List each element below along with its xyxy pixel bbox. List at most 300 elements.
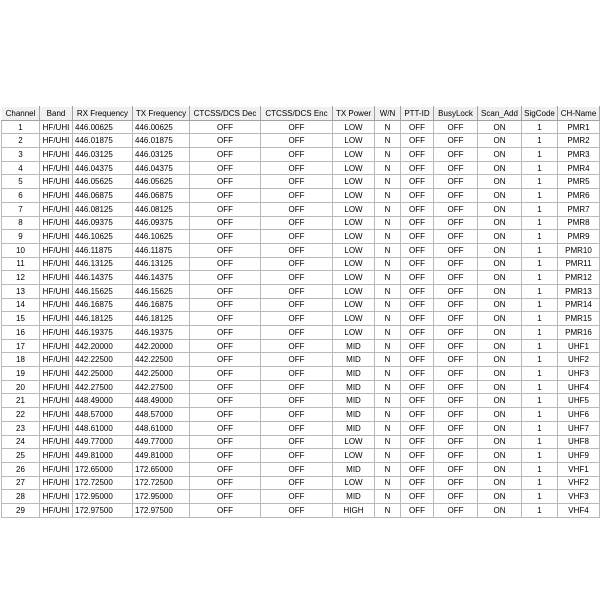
cell-sigcode[interactable]: 1	[522, 476, 558, 490]
cell-ctcss-dcs-dec[interactable]: OFF	[190, 503, 261, 517]
cell-tx-frequency[interactable]: 446.00625	[133, 120, 190, 134]
cell-channel[interactable]: 21	[2, 394, 40, 408]
column-header-band[interactable]: Band	[40, 107, 73, 121]
cell-sigcode[interactable]: 1	[522, 503, 558, 517]
cell-scan-add[interactable]: ON	[478, 148, 522, 162]
cell-ch-name[interactable]: PMR2	[558, 134, 600, 148]
cell-scan-add[interactable]: ON	[478, 284, 522, 298]
cell-sigcode[interactable]: 1	[522, 353, 558, 367]
cell-ptt-id[interactable]: OFF	[401, 449, 434, 463]
table-row[interactable]	[2, 353, 600, 367]
table-row[interactable]	[2, 284, 600, 298]
cell-rx-frequency[interactable]: 446.00625	[73, 120, 133, 134]
cell-rx-frequency[interactable]: 446.10625	[73, 230, 133, 244]
cell-ch-name[interactable]: PMR7	[558, 202, 600, 216]
cell-tx-frequency[interactable]: 446.14375	[133, 271, 190, 285]
cell-channel[interactable]: 29	[2, 503, 40, 517]
cell-rx-frequency[interactable]: 446.11875	[73, 243, 133, 257]
cell-channel[interactable]: 8	[2, 216, 40, 230]
column-header-ctcss-dcs-dec[interactable]: CTCSS/DCS Dec	[190, 107, 261, 121]
cell-band[interactable]: HF/UHI	[40, 339, 73, 353]
cell-sigcode[interactable]: 1	[522, 243, 558, 257]
cell-w-n[interactable]: N	[375, 175, 401, 189]
cell-rx-frequency[interactable]: 449.77000	[73, 435, 133, 449]
cell-w-n[interactable]: N	[375, 120, 401, 134]
cell-busylock[interactable]: OFF	[434, 490, 478, 504]
cell-ch-name[interactable]: PMR6	[558, 189, 600, 203]
cell-ctcss-dcs-enc[interactable]: OFF	[261, 435, 333, 449]
cell-ptt-id[interactable]: OFF	[401, 339, 434, 353]
cell-rx-frequency[interactable]: 172.72500	[73, 476, 133, 490]
cell-ctcss-dcs-enc[interactable]: OFF	[261, 230, 333, 244]
cell-sigcode[interactable]: 1	[522, 257, 558, 271]
cell-band[interactable]: HF/UHI	[40, 490, 73, 504]
cell-ctcss-dcs-dec[interactable]: OFF	[190, 339, 261, 353]
cell-sigcode[interactable]: 1	[522, 408, 558, 422]
cell-tx-power[interactable]: LOW	[333, 243, 375, 257]
cell-tx-power[interactable]: LOW	[333, 216, 375, 230]
cell-channel[interactable]: 3	[2, 148, 40, 162]
cell-ch-name[interactable]: UHF1	[558, 339, 600, 353]
cell-sigcode[interactable]: 1	[522, 435, 558, 449]
cell-tx-frequency[interactable]: 448.49000	[133, 394, 190, 408]
cell-ch-name[interactable]: UHF5	[558, 394, 600, 408]
cell-w-n[interactable]: N	[375, 243, 401, 257]
cell-ctcss-dcs-dec[interactable]: OFF	[190, 380, 261, 394]
cell-channel[interactable]: 18	[2, 353, 40, 367]
cell-scan-add[interactable]: ON	[478, 271, 522, 285]
cell-ch-name[interactable]: UHF4	[558, 380, 600, 394]
cell-channel[interactable]: 12	[2, 271, 40, 285]
cell-w-n[interactable]: N	[375, 189, 401, 203]
cell-tx-power[interactable]: MID	[333, 367, 375, 381]
cell-band[interactable]: HF/UHI	[40, 161, 73, 175]
cell-busylock[interactable]: OFF	[434, 503, 478, 517]
column-header-channel[interactable]: Channel	[2, 107, 40, 121]
cell-scan-add[interactable]: ON	[478, 503, 522, 517]
cell-scan-add[interactable]: ON	[478, 243, 522, 257]
cell-tx-power[interactable]: MID	[333, 421, 375, 435]
cell-tx-frequency[interactable]: 442.25000	[133, 367, 190, 381]
cell-tx-frequency[interactable]: 442.27500	[133, 380, 190, 394]
cell-scan-add[interactable]: ON	[478, 339, 522, 353]
cell-busylock[interactable]: OFF	[434, 161, 478, 175]
cell-rx-frequency[interactable]: 442.25000	[73, 367, 133, 381]
cell-busylock[interactable]: OFF	[434, 120, 478, 134]
cell-ctcss-dcs-dec[interactable]: OFF	[190, 462, 261, 476]
cell-tx-power[interactable]: LOW	[333, 161, 375, 175]
cell-tx-frequency[interactable]: 446.19375	[133, 326, 190, 340]
cell-channel[interactable]: 2	[2, 134, 40, 148]
cell-ctcss-dcs-enc[interactable]: OFF	[261, 490, 333, 504]
cell-w-n[interactable]: N	[375, 271, 401, 285]
cell-w-n[interactable]: N	[375, 490, 401, 504]
cell-ptt-id[interactable]: OFF	[401, 230, 434, 244]
cell-band[interactable]: HF/UHI	[40, 230, 73, 244]
cell-busylock[interactable]: OFF	[434, 175, 478, 189]
table-row[interactable]	[2, 216, 600, 230]
cell-ctcss-dcs-enc[interactable]: OFF	[261, 243, 333, 257]
cell-sigcode[interactable]: 1	[522, 367, 558, 381]
cell-ctcss-dcs-enc[interactable]: OFF	[261, 175, 333, 189]
table-row[interactable]	[2, 243, 600, 257]
cell-busylock[interactable]: OFF	[434, 243, 478, 257]
cell-ctcss-dcs-dec[interactable]: OFF	[190, 394, 261, 408]
cell-ch-name[interactable]: PMR10	[558, 243, 600, 257]
cell-ctcss-dcs-enc[interactable]: OFF	[261, 134, 333, 148]
cell-busylock[interactable]: OFF	[434, 312, 478, 326]
cell-tx-power[interactable]: LOW	[333, 189, 375, 203]
cell-ptt-id[interactable]: OFF	[401, 216, 434, 230]
cell-tx-frequency[interactable]: 446.05625	[133, 175, 190, 189]
cell-scan-add[interactable]: ON	[478, 367, 522, 381]
cell-scan-add[interactable]: ON	[478, 257, 522, 271]
cell-ctcss-dcs-enc[interactable]: OFF	[261, 202, 333, 216]
column-header-scan-add[interactable]: Scan_Add	[478, 107, 522, 121]
cell-tx-power[interactable]: LOW	[333, 120, 375, 134]
cell-sigcode[interactable]: 1	[522, 230, 558, 244]
table-row[interactable]	[2, 367, 600, 381]
cell-ctcss-dcs-dec[interactable]: OFF	[190, 243, 261, 257]
cell-ch-name[interactable]: PMR9	[558, 230, 600, 244]
cell-ch-name[interactable]: PMR16	[558, 326, 600, 340]
cell-rx-frequency[interactable]: 446.13125	[73, 257, 133, 271]
cell-ptt-id[interactable]: OFF	[401, 503, 434, 517]
cell-band[interactable]: HF/UHI	[40, 449, 73, 463]
cell-busylock[interactable]: OFF	[434, 148, 478, 162]
cell-tx-frequency[interactable]: 448.57000	[133, 408, 190, 422]
table-row[interactable]	[2, 435, 600, 449]
table-row[interactable]	[2, 312, 600, 326]
cell-tx-frequency[interactable]: 446.01875	[133, 134, 190, 148]
cell-ptt-id[interactable]: OFF	[401, 189, 434, 203]
cell-w-n[interactable]: N	[375, 326, 401, 340]
table-row[interactable]	[2, 476, 600, 490]
cell-tx-frequency[interactable]: 446.03125	[133, 148, 190, 162]
column-header-w-n[interactable]: W/N	[375, 107, 401, 121]
table-row[interactable]	[2, 408, 600, 422]
cell-ptt-id[interactable]: OFF	[401, 202, 434, 216]
column-header-sigcode[interactable]: SigCode	[522, 107, 558, 121]
table-row[interactable]	[2, 449, 600, 463]
cell-tx-power[interactable]: HIGH	[333, 503, 375, 517]
cell-w-n[interactable]: N	[375, 449, 401, 463]
cell-tx-power[interactable]: LOW	[333, 326, 375, 340]
cell-busylock[interactable]: OFF	[434, 380, 478, 394]
cell-band[interactable]: HF/UHI	[40, 257, 73, 271]
column-header-ptt-id[interactable]: PTT-ID	[401, 107, 434, 121]
cell-rx-frequency[interactable]: 442.22500	[73, 353, 133, 367]
cell-tx-power[interactable]: LOW	[333, 202, 375, 216]
cell-busylock[interactable]: OFF	[434, 189, 478, 203]
table-row[interactable]	[2, 175, 600, 189]
cell-ptt-id[interactable]: OFF	[401, 312, 434, 326]
cell-rx-frequency[interactable]: 446.14375	[73, 271, 133, 285]
cell-ctcss-dcs-dec[interactable]: OFF	[190, 230, 261, 244]
cell-w-n[interactable]: N	[375, 148, 401, 162]
cell-sigcode[interactable]: 1	[522, 202, 558, 216]
cell-ctcss-dcs-dec[interactable]: OFF	[190, 189, 261, 203]
cell-tx-power[interactable]: LOW	[333, 284, 375, 298]
cell-busylock[interactable]: OFF	[434, 476, 478, 490]
cell-ctcss-dcs-enc[interactable]: OFF	[261, 462, 333, 476]
table-row[interactable]	[2, 503, 600, 517]
table-row[interactable]	[2, 462, 600, 476]
cell-band[interactable]: HF/UHI	[40, 148, 73, 162]
cell-w-n[interactable]: N	[375, 216, 401, 230]
cell-sigcode[interactable]: 1	[522, 326, 558, 340]
cell-ptt-id[interactable]: OFF	[401, 490, 434, 504]
cell-scan-add[interactable]: ON	[478, 216, 522, 230]
cell-channel[interactable]: 5	[2, 175, 40, 189]
cell-channel[interactable]: 9	[2, 230, 40, 244]
cell-ch-name[interactable]: VHF3	[558, 490, 600, 504]
cell-busylock[interactable]: OFF	[434, 257, 478, 271]
cell-ch-name[interactable]: PMR15	[558, 312, 600, 326]
cell-ctcss-dcs-enc[interactable]: OFF	[261, 257, 333, 271]
cell-tx-frequency[interactable]: 446.04375	[133, 161, 190, 175]
cell-band[interactable]: HF/UHI	[40, 284, 73, 298]
cell-ctcss-dcs-enc[interactable]: OFF	[261, 298, 333, 312]
cell-ptt-id[interactable]: OFF	[401, 394, 434, 408]
cell-ctcss-dcs-enc[interactable]: OFF	[261, 394, 333, 408]
cell-ch-name[interactable]: PMR12	[558, 271, 600, 285]
cell-ctcss-dcs-dec[interactable]: OFF	[190, 120, 261, 134]
cell-tx-frequency[interactable]: 446.09375	[133, 216, 190, 230]
cell-busylock[interactable]: OFF	[434, 394, 478, 408]
cell-busylock[interactable]: OFF	[434, 339, 478, 353]
cell-w-n[interactable]: N	[375, 476, 401, 490]
cell-ch-name[interactable]: PMR1	[558, 120, 600, 134]
table-row[interactable]	[2, 230, 600, 244]
cell-w-n[interactable]: N	[375, 367, 401, 381]
cell-ch-name[interactable]: VHF4	[558, 503, 600, 517]
cell-ch-name[interactable]: UHF7	[558, 421, 600, 435]
cell-scan-add[interactable]: ON	[478, 298, 522, 312]
cell-w-n[interactable]: N	[375, 353, 401, 367]
cell-ctcss-dcs-enc[interactable]: OFF	[261, 408, 333, 422]
cell-ctcss-dcs-enc[interactable]: OFF	[261, 449, 333, 463]
cell-rx-frequency[interactable]: 448.49000	[73, 394, 133, 408]
cell-scan-add[interactable]: ON	[478, 462, 522, 476]
cell-scan-add[interactable]: ON	[478, 421, 522, 435]
cell-ctcss-dcs-dec[interactable]: OFF	[190, 134, 261, 148]
table-row[interactable]	[2, 271, 600, 285]
table-row[interactable]	[2, 161, 600, 175]
cell-sigcode[interactable]: 1	[522, 175, 558, 189]
cell-tx-power[interactable]: LOW	[333, 175, 375, 189]
column-header-rx-frequency[interactable]: RX Frequency	[73, 107, 133, 121]
cell-sigcode[interactable]: 1	[522, 490, 558, 504]
cell-scan-add[interactable]: ON	[478, 230, 522, 244]
cell-channel[interactable]: 13	[2, 284, 40, 298]
cell-ctcss-dcs-enc[interactable]: OFF	[261, 312, 333, 326]
cell-tx-power[interactable]: MID	[333, 490, 375, 504]
cell-channel[interactable]: 22	[2, 408, 40, 422]
cell-busylock[interactable]: OFF	[434, 421, 478, 435]
cell-channel[interactable]: 24	[2, 435, 40, 449]
cell-channel[interactable]: 11	[2, 257, 40, 271]
cell-rx-frequency[interactable]: 446.15625	[73, 284, 133, 298]
cell-ctcss-dcs-enc[interactable]: OFF	[261, 421, 333, 435]
cell-busylock[interactable]: OFF	[434, 408, 478, 422]
cell-rx-frequency[interactable]: 446.04375	[73, 161, 133, 175]
cell-ctcss-dcs-enc[interactable]: OFF	[261, 284, 333, 298]
cell-busylock[interactable]: OFF	[434, 202, 478, 216]
cell-ptt-id[interactable]: OFF	[401, 380, 434, 394]
cell-channel[interactable]: 1	[2, 120, 40, 134]
cell-ch-name[interactable]: PMR11	[558, 257, 600, 271]
table-row[interactable]	[2, 380, 600, 394]
cell-ch-name[interactable]: UHF3	[558, 367, 600, 381]
cell-tx-frequency[interactable]: 449.77000	[133, 435, 190, 449]
cell-sigcode[interactable]: 1	[522, 380, 558, 394]
cell-ctcss-dcs-dec[interactable]: OFF	[190, 449, 261, 463]
cell-rx-frequency[interactable]: 446.09375	[73, 216, 133, 230]
cell-tx-frequency[interactable]: 442.20000	[133, 339, 190, 353]
cell-tx-power[interactable]: LOW	[333, 476, 375, 490]
cell-ctcss-dcs-enc[interactable]: OFF	[261, 380, 333, 394]
cell-ctcss-dcs-dec[interactable]: OFF	[190, 367, 261, 381]
table-row[interactable]	[2, 257, 600, 271]
cell-ctcss-dcs-dec[interactable]: OFF	[190, 175, 261, 189]
cell-ctcss-dcs-dec[interactable]: OFF	[190, 202, 261, 216]
cell-rx-frequency[interactable]: 446.01875	[73, 134, 133, 148]
cell-ch-name[interactable]: VHF1	[558, 462, 600, 476]
cell-tx-frequency[interactable]: 446.16875	[133, 298, 190, 312]
cell-ch-name[interactable]: UHF6	[558, 408, 600, 422]
table-row[interactable]	[2, 394, 600, 408]
cell-ctcss-dcs-enc[interactable]: OFF	[261, 161, 333, 175]
cell-tx-frequency[interactable]: 446.18125	[133, 312, 190, 326]
cell-ch-name[interactable]: VHF2	[558, 476, 600, 490]
cell-band[interactable]: HF/UHI	[40, 353, 73, 367]
cell-w-n[interactable]: N	[375, 284, 401, 298]
cell-tx-power[interactable]: LOW	[333, 257, 375, 271]
cell-busylock[interactable]: OFF	[434, 326, 478, 340]
cell-ch-name[interactable]: UHF8	[558, 435, 600, 449]
cell-scan-add[interactable]: ON	[478, 326, 522, 340]
cell-ptt-id[interactable]: OFF	[401, 134, 434, 148]
cell-tx-frequency[interactable]: 172.72500	[133, 476, 190, 490]
cell-tx-frequency[interactable]: 446.11875	[133, 243, 190, 257]
cell-busylock[interactable]: OFF	[434, 230, 478, 244]
cell-rx-frequency[interactable]: 442.20000	[73, 339, 133, 353]
cell-ptt-id[interactable]: OFF	[401, 353, 434, 367]
cell-band[interactable]: HF/UHI	[40, 189, 73, 203]
cell-w-n[interactable]: N	[375, 462, 401, 476]
cell-sigcode[interactable]: 1	[522, 421, 558, 435]
cell-scan-add[interactable]: ON	[478, 312, 522, 326]
cell-ptt-id[interactable]: OFF	[401, 175, 434, 189]
cell-rx-frequency[interactable]: 446.08125	[73, 202, 133, 216]
cell-ctcss-dcs-dec[interactable]: OFF	[190, 353, 261, 367]
cell-ch-name[interactable]: PMR14	[558, 298, 600, 312]
cell-channel[interactable]: 19	[2, 367, 40, 381]
cell-ptt-id[interactable]: OFF	[401, 120, 434, 134]
cell-sigcode[interactable]: 1	[522, 462, 558, 476]
table-row[interactable]	[2, 421, 600, 435]
cell-channel[interactable]: 17	[2, 339, 40, 353]
cell-sigcode[interactable]: 1	[522, 148, 558, 162]
table-row[interactable]	[2, 120, 600, 134]
cell-ctcss-dcs-enc[interactable]: OFF	[261, 476, 333, 490]
cell-w-n[interactable]: N	[375, 134, 401, 148]
cell-w-n[interactable]: N	[375, 312, 401, 326]
cell-scan-add[interactable]: ON	[478, 161, 522, 175]
cell-scan-add[interactable]: ON	[478, 134, 522, 148]
cell-band[interactable]: HF/UHI	[40, 476, 73, 490]
cell-band[interactable]: HF/UHI	[40, 243, 73, 257]
table-row[interactable]	[2, 134, 600, 148]
cell-w-n[interactable]: N	[375, 161, 401, 175]
cell-band[interactable]: HF/UHI	[40, 120, 73, 134]
cell-channel[interactable]: 10	[2, 243, 40, 257]
cell-tx-power[interactable]: LOW	[333, 271, 375, 285]
cell-band[interactable]: HF/UHI	[40, 312, 73, 326]
cell-rx-frequency[interactable]: 172.65000	[73, 462, 133, 476]
cell-scan-add[interactable]: ON	[478, 435, 522, 449]
cell-ctcss-dcs-enc[interactable]: OFF	[261, 503, 333, 517]
cell-band[interactable]: HF/UHI	[40, 216, 73, 230]
cell-w-n[interactable]: N	[375, 257, 401, 271]
cell-band[interactable]: HF/UHI	[40, 202, 73, 216]
cell-ctcss-dcs-dec[interactable]: OFF	[190, 284, 261, 298]
cell-ctcss-dcs-dec[interactable]: OFF	[190, 216, 261, 230]
cell-ptt-id[interactable]: OFF	[401, 326, 434, 340]
cell-ch-name[interactable]: PMR8	[558, 216, 600, 230]
cell-channel[interactable]: 7	[2, 202, 40, 216]
cell-ctcss-dcs-enc[interactable]: OFF	[261, 339, 333, 353]
cell-w-n[interactable]: N	[375, 298, 401, 312]
cell-tx-power[interactable]: LOW	[333, 435, 375, 449]
cell-channel[interactable]: 28	[2, 490, 40, 504]
column-header-busylock[interactable]: BusyLock	[434, 107, 478, 121]
cell-ptt-id[interactable]: OFF	[401, 271, 434, 285]
cell-ch-name[interactable]: PMR4	[558, 161, 600, 175]
cell-scan-add[interactable]: ON	[478, 175, 522, 189]
table-row[interactable]	[2, 490, 600, 504]
cell-band[interactable]: HF/UHI	[40, 435, 73, 449]
cell-ctcss-dcs-dec[interactable]: OFF	[190, 271, 261, 285]
cell-ctcss-dcs-dec[interactable]: OFF	[190, 326, 261, 340]
cell-tx-power[interactable]: LOW	[333, 312, 375, 326]
cell-channel[interactable]: 4	[2, 161, 40, 175]
cell-ptt-id[interactable]: OFF	[401, 408, 434, 422]
cell-scan-add[interactable]: ON	[478, 189, 522, 203]
cell-ctcss-dcs-dec[interactable]: OFF	[190, 421, 261, 435]
table-row[interactable]	[2, 148, 600, 162]
cell-ctcss-dcs-dec[interactable]: OFF	[190, 408, 261, 422]
cell-scan-add[interactable]: ON	[478, 476, 522, 490]
table-row[interactable]	[2, 202, 600, 216]
cell-w-n[interactable]: N	[375, 230, 401, 244]
cell-channel[interactable]: 15	[2, 312, 40, 326]
cell-ctcss-dcs-enc[interactable]: OFF	[261, 367, 333, 381]
cell-sigcode[interactable]: 1	[522, 120, 558, 134]
cell-tx-power[interactable]: MID	[333, 380, 375, 394]
cell-w-n[interactable]: N	[375, 435, 401, 449]
cell-tx-frequency[interactable]: 446.15625	[133, 284, 190, 298]
cell-ctcss-dcs-dec[interactable]: OFF	[190, 490, 261, 504]
cell-band[interactable]: HF/UHI	[40, 380, 73, 394]
cell-tx-frequency[interactable]: 446.10625	[133, 230, 190, 244]
cell-rx-frequency[interactable]: 448.57000	[73, 408, 133, 422]
cell-busylock[interactable]: OFF	[434, 134, 478, 148]
cell-scan-add[interactable]: ON	[478, 394, 522, 408]
cell-ptt-id[interactable]: OFF	[401, 243, 434, 257]
cell-ctcss-dcs-dec[interactable]: OFF	[190, 312, 261, 326]
